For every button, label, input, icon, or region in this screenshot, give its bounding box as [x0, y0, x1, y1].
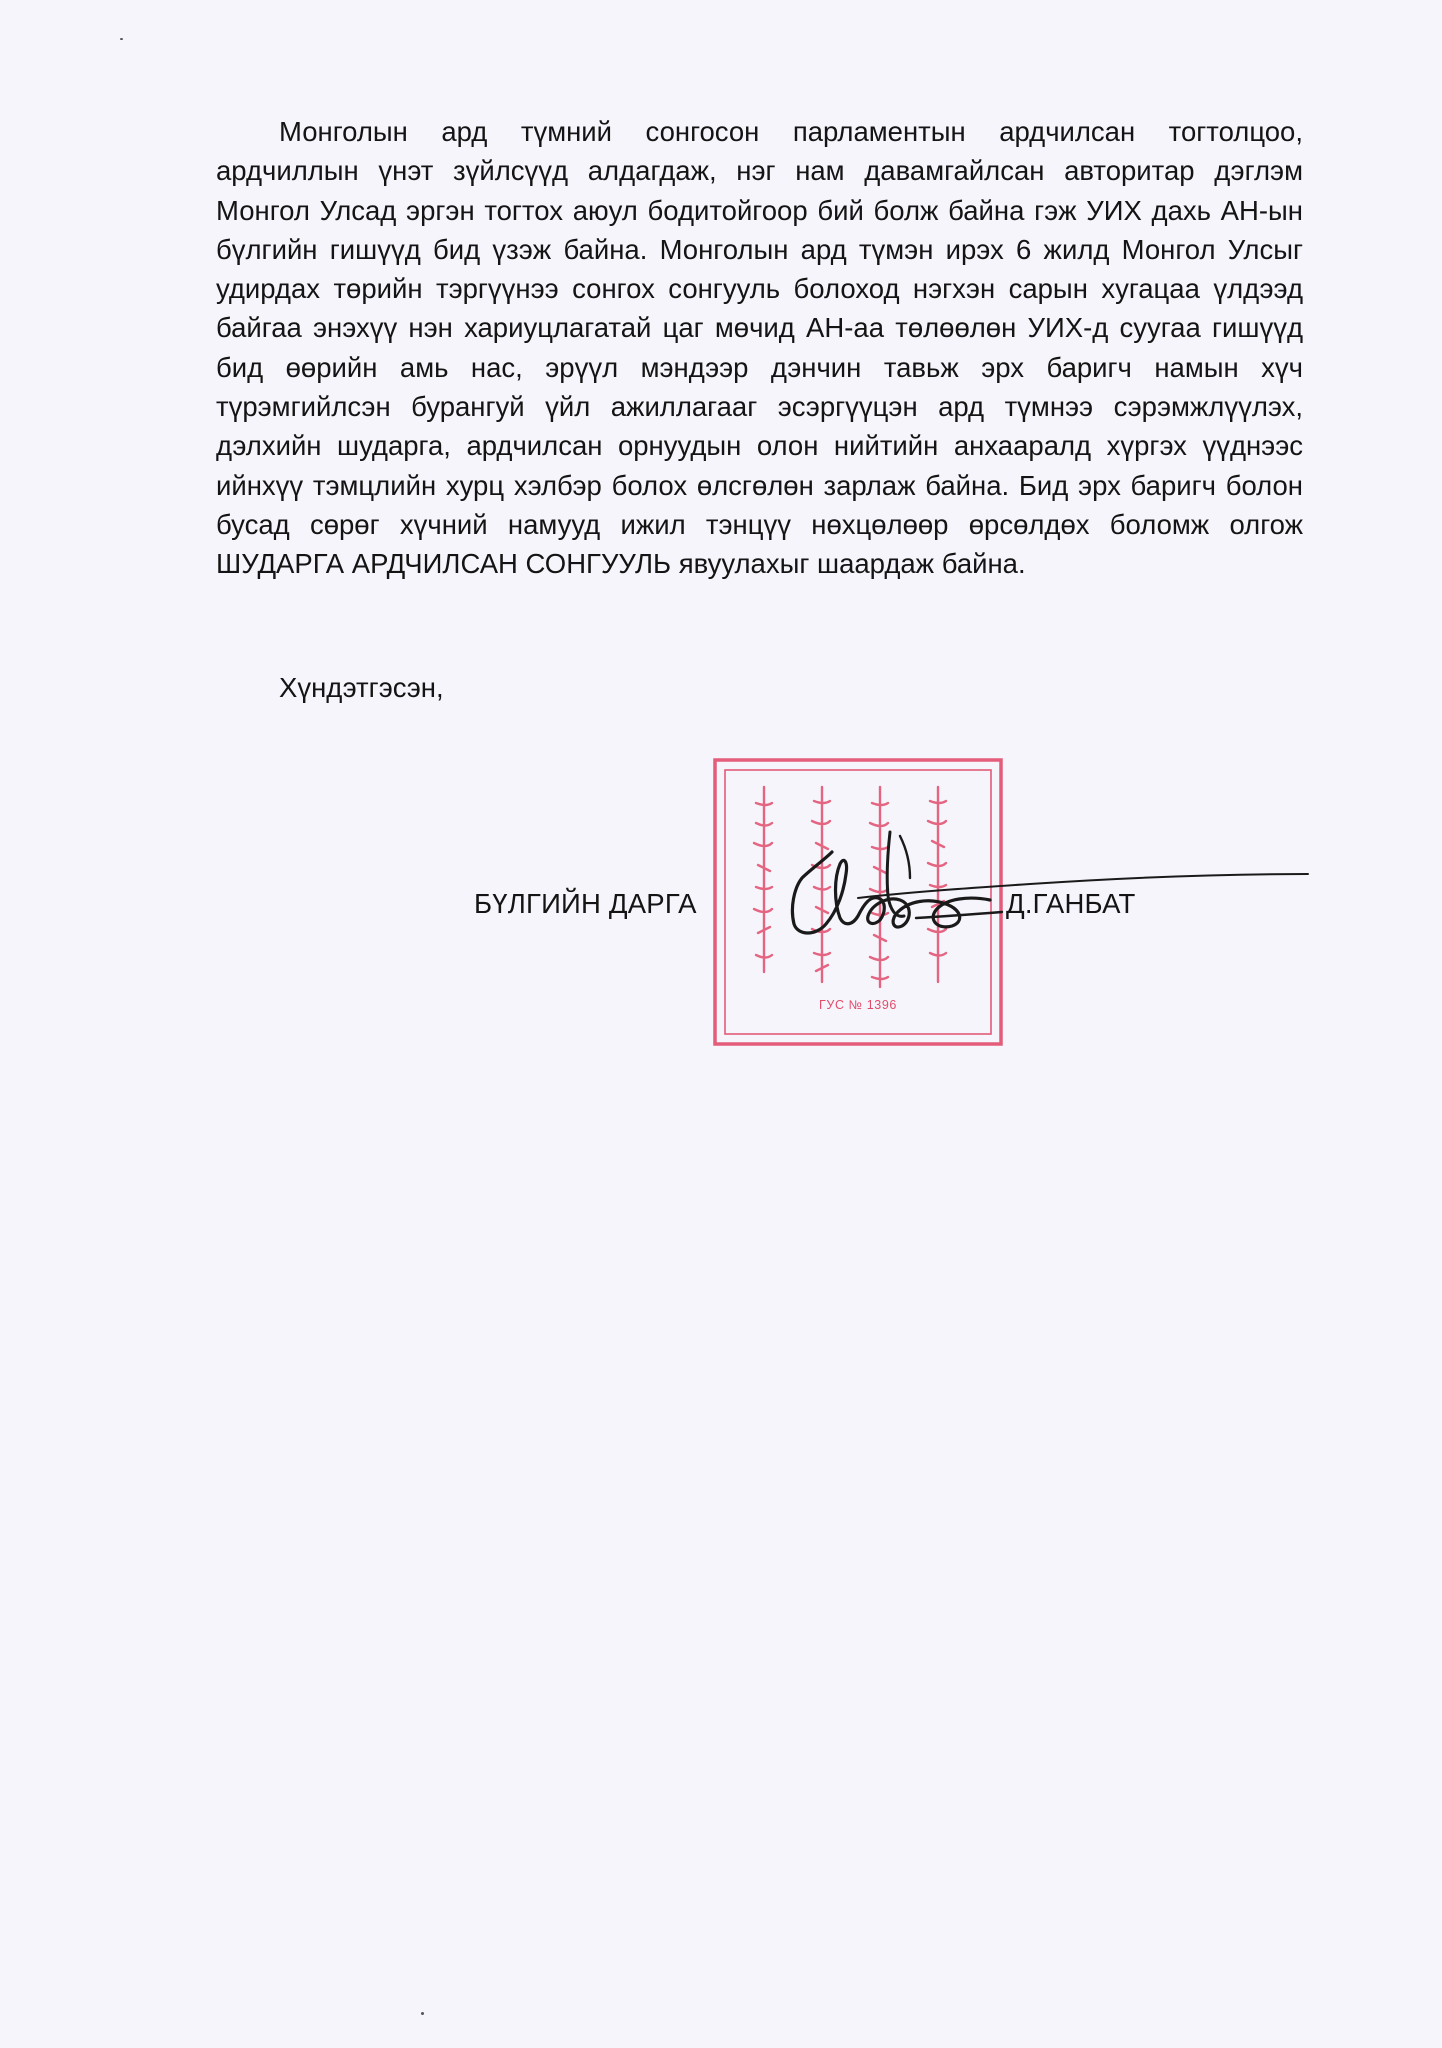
body-line: бусад сөрөг хүчний намууд ижил тэнцүү нөхцөлөөр өрсөлдөх боломж олгож: [216, 508, 1303, 540]
closing-salutation: Хүндэтгэсэн,: [279, 672, 444, 703]
body-line: бүлгийн гишүүд бид үзэж байна. Монголын ард түмэн ирэх 6 жилд Монгол Улсыг: [216, 233, 1303, 265]
body-line: Монголын ард түмний сонгосон парламентын ардчилсан тогтолцоо,: [279, 116, 1303, 147]
signature-stroke-main: [792, 852, 990, 933]
body-line: байгаа энэхүү нэн хариуцлагатай цаг мөчид АН-аа төлөөлөн УИХ-д суугаа гишүүд: [216, 312, 1303, 344]
signatory-name: Д.ГАНБАТ: [1006, 888, 1136, 919]
seal-number: ГУС № 1396: [819, 998, 897, 1012]
body-line: удирдах төрийн тэргүүнээ сонгох сонгууль болоход нэгхэн сарын хугацаа үлдээд: [216, 273, 1303, 305]
scan-speck: [120, 38, 123, 40]
scan-speck: [421, 2012, 424, 2015]
body-line: бид өөрийн амь нас, эрүүл мэндээр дэнчин тавьж эрх баригч намын хүч: [216, 351, 1303, 383]
body-line: ийнхүү тэмцлийн хурц хэлбэр болох өлсгөлөн зарлаж байна. Бид эрх баригч болон: [216, 469, 1303, 501]
letter-body-paragraph: [216, 112, 1303, 584]
signatory-title: БҮЛГИЙН ДАРГА: [474, 888, 697, 919]
body-line: ШУДАРГА АРДЧИЛСАН СОНГУУЛЬ явуулахыг шаардаж байна.: [216, 548, 1026, 580]
signature-stroke-accent: [900, 836, 910, 878]
body-line: Монгол Улсад эргэн тогтох аюул бодитойгоор бий болж байна гэж УИХ дахь АН-ын: [216, 194, 1303, 226]
body-line: дэлхийн шударга, ардчилсан орнуудын олон нийтийн анхааралд хүргэх үүднээс: [216, 430, 1303, 462]
signature-stroke-upper: [887, 832, 904, 916]
body-line: түрэмгийлсэн бурангуй үйл ажиллагааг эсэргүүцэн ард түмнээ сэрэмжлүүлэх,: [216, 391, 1303, 423]
body-line: ардчиллын үнэт зүйлсүүд алдагдаж, нэг нам давамгайлсан авторитар дэглэм: [216, 155, 1303, 187]
